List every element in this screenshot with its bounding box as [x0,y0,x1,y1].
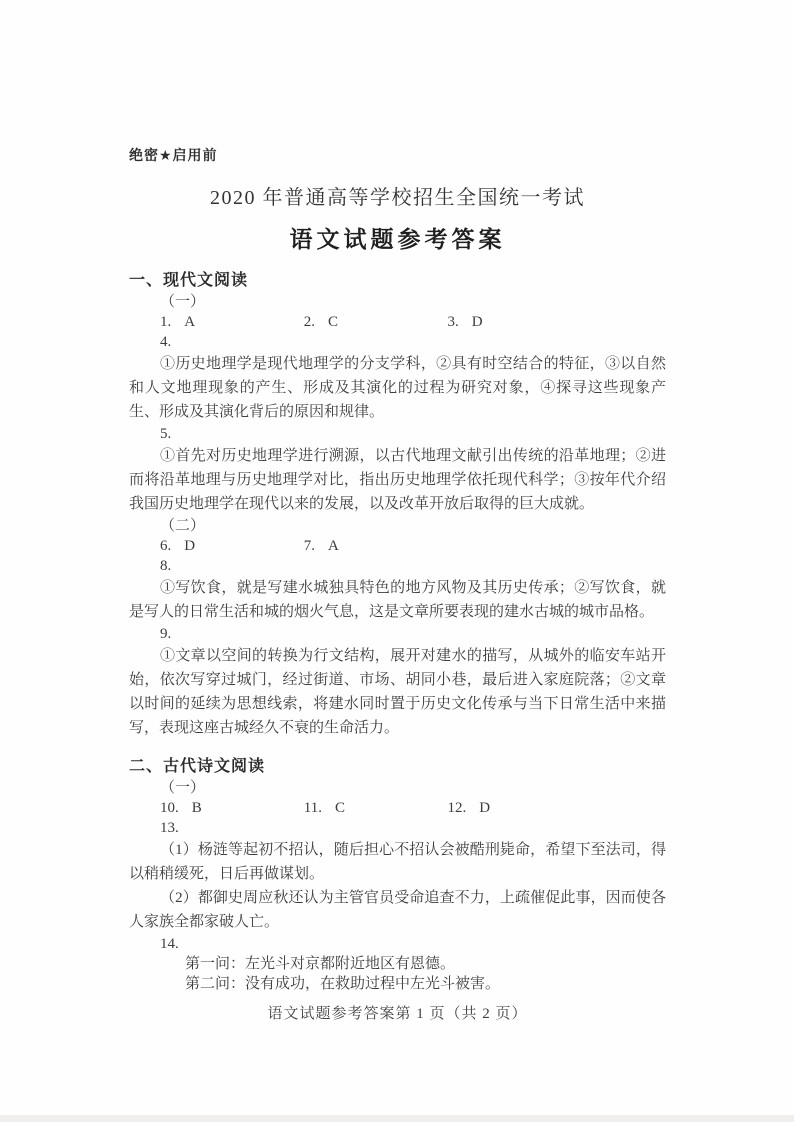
question-number-10: 10. [160,800,179,816]
answer-paragraph-13-2: （2）都御史周应秋还认为主管官员受命追查不力，上疏催促此事，因而使各人家族全都家破人亡。 [129,890,666,930]
answer-paragraph-8: ①写饮食，就是写建水城独具特色的地方风物及其历史传承；②写饮食，就是写人的日常生活和城的烟火气息，这是文章所要表现的建水古城的城市品格。 [129,580,666,620]
part-two-label: （二） [160,518,206,534]
question-number-4: 4. [160,334,172,350]
question-number-5: 5. [160,426,172,442]
part-one-label: （一） [160,294,206,310]
question-number-9: 9. [160,626,172,642]
mc-answer-11 [304,798,444,818]
question-number-7: 7. [303,538,315,554]
mc-answer-12 [448,798,588,818]
question-number-2: 2. [303,314,315,330]
answer-letter-7: A [328,538,339,554]
mc-answer-6 [160,536,300,556]
answer-paragraph-4: ①历史地理学是现代地理学的分支学科，②具有时空结合的特征，③以自然和人文地理现象的产生、形成及其演化的过程为研究对象，④探寻这些现象产生、形成及其演化背后的原因和规律。 [129,356,666,420]
answer-letter-3: D [471,314,483,330]
scan-bottom-edge [0,1115,794,1122]
answer-line-14-1: 第一问：左光斗对京都附近地区有恩德。 [185,956,456,972]
mc-answer-row-10-12 [160,798,666,818]
section-heading-modern-reading: 一、现代文阅读 [129,272,249,289]
answer-key-title: 语文试题参考答案 [289,226,506,252]
answer-paragraph-13-1: （1）杨涟等起初不招认，随后担心不招认会被酷刑毙命，希望下至法司，得以稍稍缓死，日后再做谋划。 [129,842,666,882]
question-number-3: 3. [447,314,459,330]
mc-answer-2 [304,312,444,332]
answer-line-14-2: 第二问：没有成功，在救助过程中左光斗被害。 [185,976,501,992]
answer-paragraph-9: ①文章以空间的转换为行文结构，展开对建水的描写，从城外的临安车站开始，依次写穿过城门，经过街道、市场、胡同小巷，最后进入家庭院落；②文章以时间的延续为思想线索，将建水同时置于历史文化传承与当下日常生活中来描写，表现这座古城经久不衰的生命活力。 [129,648,666,736]
answer-letter-1: A [184,314,196,330]
classification-label: 绝密★启用前 [129,147,218,163]
question-number-6: 6. [160,538,172,554]
mc-answer-row-1-3 [160,312,666,332]
mc-answer-10 [160,798,300,818]
answer-letter-11: C [334,800,345,816]
answer-letter-6: D [184,538,196,554]
mc-answer-7 [304,536,444,556]
question-number-1: 1. [160,314,172,330]
part-one-label-classical: （一） [160,780,206,796]
question-number-11: 11. [303,800,322,816]
mc-answer-1 [160,312,300,332]
question-number-14: 14. [160,936,179,952]
section-heading-classical-reading: 二、古代诗文阅读 [129,758,266,775]
answer-paragraph-5: ①首先对历史地理学进行溯源，以古代地理文献引出传统的沿革地理；②进而将沿革地理与历史地理学对比，指出历史地理学依托现代科学；③按年代介绍我国历史地理学在现代以来的发展，以及改革开放后取得的巨大成就。 [129,448,666,512]
answer-letter-12: D [479,800,491,816]
mc-answer-3 [448,312,588,332]
exam-title: 2020 年普通高等学校招生全国统一考试 [210,187,585,209]
answer-letter-2: C [328,314,339,330]
page-footer: 语文试题参考答案第 1 页（共 2 页） [267,1006,528,1022]
question-number-12: 12. [447,800,467,816]
answer-letter-10: B [191,800,202,816]
question-number-8: 8. [160,558,172,574]
mc-answer-row-6-7 [160,536,666,556]
question-number-13: 13. [160,820,179,836]
